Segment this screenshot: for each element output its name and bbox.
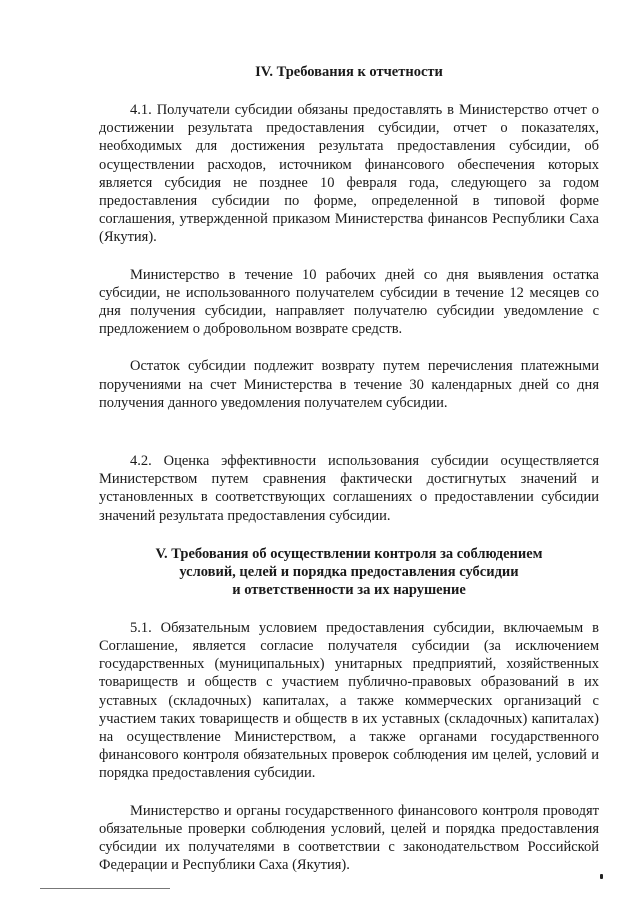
section-5-title-line-3: и ответственности за их нарушение	[232, 581, 466, 598]
section-5-title-line-2: условий, целей и порядка предоставления субсидии	[179, 563, 519, 580]
paragraph-inspections: Министерство и органы государственного финансового контроля проводят обязательные проверки соблюдения условий, целей и порядка предоставления субсидии их получателями в соответствии с законодательством Российской Федерации и Республики Саха (Якутия).	[99, 802, 599, 874]
section-5-title-line-1: V. Требования об осуществлении контроля за соблюдением	[155, 545, 543, 562]
paragraph-5-1: 5.1. Обязательным условием предоставления субсидии, включаемым в Соглашение, является согласие получателя субсидии (за исключением государственных (муниципальных) унитарных предприятий, хозяйственных товариществ и обществ с участием публично-правовых образований в их уставных (складочных) капиталах, а также коммерческих организаций с участием таких товариществ и обществ в их уставных (складочных) капиталах) на осуществление Министерством, а также органами государственного финансового контроля обязательных проверок соблюдения им целей, условий и порядка предоставления субсидии.	[99, 619, 599, 782]
paragraph-remainder-notice: Министерство в течение 10 рабочих дней со дня выявления остатка субсидии, не использованного получателем субсидии в течение 12 месяцев со дня получения субсидии, направляет получателю субсидии уведомление с предложением о добровольном возврате средств.	[99, 266, 599, 338]
scan-mark	[600, 874, 603, 879]
paragraph-remainder-return: Остаток субсидии подлежит возврату путем перечисления платежными поручениями на счет Министерства в течение 30 календарных дней со дня получения данного уведомления получателем субсидии.	[99, 358, 599, 411]
footer-rule	[40, 888, 170, 889]
section-5-title	[99, 545, 599, 599]
section-4-title: IV. Требования к отчетности	[255, 64, 443, 80]
paragraph-4-1: 4.1. Получатели субсидии обязаны предоставлять в Министерство отчет о достижении результата предоставления субсидии, отчет о показателях, необходимых для достижения результата предоставления субсидии, об осуществлении расходов, источником финансового обеспечения которых является субсидия не позднее 10 февраля года, следующего за годом предоставления субсидии по форме, определенной в типовой форме соглашения, утвержденной приказом Министерства финансов Республики Саха (Якутия).	[99, 102, 599, 246]
paragraph-4-2: 4.2. Оценка эффективности использования субсидии осуществляется Министерством путем сравнения фактически достигнутых значений и установленных в соответствующих соглашениях о предоставлении субсидии значений результата предоставления субсидии.	[99, 453, 599, 524]
document-body	[99, 60, 599, 875]
